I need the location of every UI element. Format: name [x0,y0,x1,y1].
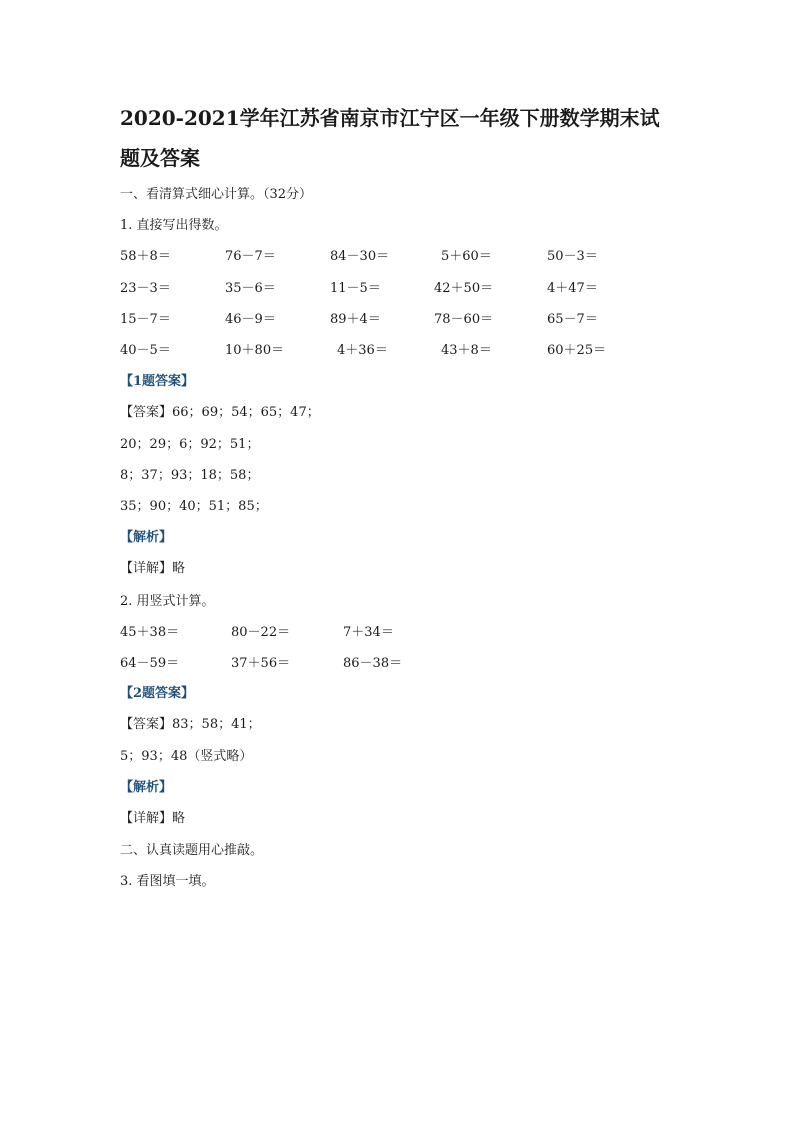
document-title-line-1: 2020-2021学年江苏省南京市江宁区一年级下册数学期末试 [120,106,660,130]
question-2-prompt: 2. 用竖式计算。 [120,594,215,609]
q1-analysis-heading: 【解析】 [120,530,173,545]
q1-answer-line: 【答案】66；69；54；65；47； [120,405,320,420]
q1-expression: 42＋50＝ [434,281,494,296]
q2-detail: 【详解】略 [120,811,186,826]
q1-expression: 35－6＝ [225,281,276,296]
q1-detail: 【详解】略 [120,561,186,576]
q1-row-4 [0,342,794,360]
q2-answer-heading: 【2题答案】 [120,686,195,701]
section-2-heading: 二、认真读题用心推敲。 [120,843,264,858]
q1-answer-heading: 【1题答案】 [120,374,195,389]
section-1-heading: 一、看清算式细心计算。（32分） [120,187,313,202]
q2-expression: 80－22＝ [231,625,291,640]
q1-expression: 65－7＝ [547,312,598,327]
q1-answer-line: 20；29；6；92；51； [120,437,260,452]
q1-answer-line: 35；90；40；51；85； [120,499,268,514]
q1-expression: 76－7＝ [225,249,276,264]
q2-expression: 45＋38＝ [120,625,180,640]
q1-row-1 [0,248,794,266]
q1-expression: 15－7＝ [120,312,171,327]
q2-row-2 [0,655,794,673]
q1-expression: 43＋8＝ [441,343,492,358]
q1-expression: 60＋25＝ [547,343,607,358]
q2-expression: 86－38＝ [343,656,403,671]
q2-expression: 64－59＝ [120,656,180,671]
q2-expression: 37＋56＝ [231,656,291,671]
q2-expression: 7＋34＝ [343,625,394,640]
q1-expression: 89＋4＝ [330,312,381,327]
q1-expression: 84－30＝ [330,249,390,264]
q2-answer-line: 5；93；48（竖式略） [120,749,253,764]
q1-expression: 5＋60＝ [441,249,492,264]
q1-answer-line: 8；37；93；18；58； [120,468,260,483]
q1-expression: 46－9＝ [225,312,276,327]
q2-analysis-heading: 【解析】 [120,780,173,795]
q1-expression: 50－3＝ [547,249,598,264]
q1-expression: 4＋47＝ [547,281,598,296]
q1-row-3 [0,311,794,329]
q2-row-1 [0,624,794,642]
q1-expression: 78－60＝ [434,312,494,327]
question-1-prompt: 1. 直接写出得数。 [120,218,228,233]
q1-expression: 4＋36＝ [337,343,388,358]
q1-row-2 [0,280,794,298]
document-title-line-2: 题及答案 [120,146,200,170]
q1-expression: 58＋8＝ [120,249,171,264]
q1-expression: 40－5＝ [120,343,171,358]
q2-answer-line: 【答案】83；58；41； [120,717,261,732]
q1-expression: 10＋80＝ [225,343,285,358]
question-3-prompt: 3. 看图填一填。 [120,874,215,889]
q1-expression: 11－5＝ [330,281,381,296]
q1-expression: 23－3＝ [120,281,171,296]
